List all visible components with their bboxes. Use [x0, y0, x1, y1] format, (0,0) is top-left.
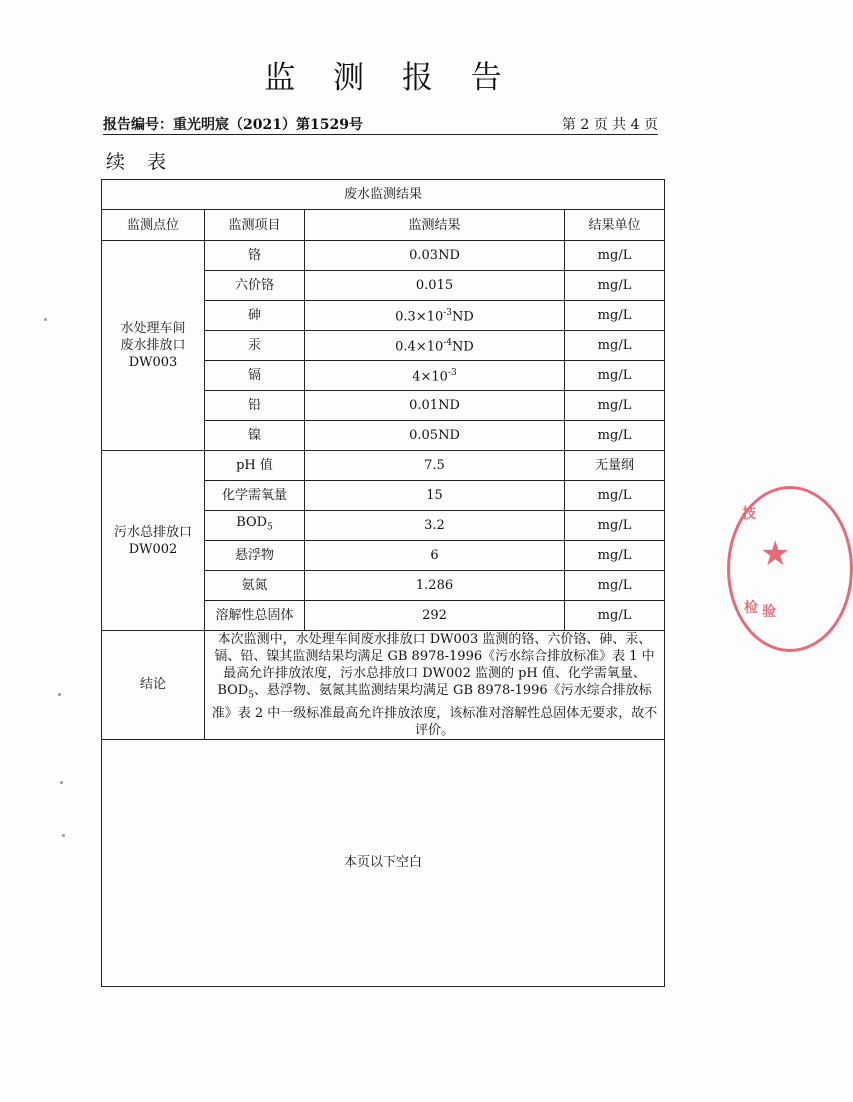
unit-cell: mg/L: [565, 601, 665, 631]
item-cell: 镍: [205, 421, 305, 451]
blank-row: [102, 739, 665, 986]
report-number: 报告编号：重光明宸（2021）第1529号: [103, 117, 363, 133]
item-cell: 六价铬: [205, 271, 305, 301]
inspection-seal: [727, 486, 853, 652]
item-cell: 氨氮: [205, 571, 305, 601]
item-cell: [205, 511, 305, 541]
result-suffix: ND: [452, 309, 474, 325]
location-line: 污水总排放口: [113, 524, 192, 540]
continued-table-label: 续 表: [106, 151, 175, 173]
result-cell: 3.2: [305, 511, 565, 541]
result-cell: [305, 331, 565, 361]
seal-char: 技: [742, 506, 756, 522]
seal-star-icon: ★: [760, 534, 791, 574]
conclusion-part1: 本次监测中，水处理车间废水排放口 DW003 监测的铬、六价铬、砷、汞、镉、铅、镍其监测结果均满足 GB 8978-1996《污水综合排放标准》表 1 中最高允许排放浓度，污水总排放口 DW002 监测的 pH 值、化学需氧量、BOD: [214, 632, 655, 698]
location-cell-dw003: [102, 241, 205, 451]
location-line: DW003: [128, 355, 178, 370]
location-cell-dw002: [102, 451, 205, 631]
unit-cell: mg/L: [565, 511, 665, 541]
scan-speck: [58, 693, 61, 696]
result-base: 4×10: [412, 369, 448, 385]
item-cell: 化学需氧量: [205, 481, 305, 511]
result-cell: 15: [305, 481, 565, 511]
conclusion-part2: 、悬浮物、氨氮其监测结果均满足 GB 8978-1996《污水综合排放标准》表 2 中一级标准最高允许排放浓度，该标准对溶解性总固体无要求，故不评价。: [211, 683, 658, 738]
conclusion-subscript: 5: [248, 690, 254, 701]
result-base: 0.4×10: [395, 339, 444, 355]
item-subscript: 5: [267, 522, 273, 533]
table-row: [102, 241, 665, 271]
column-header-result: 监测结果: [305, 210, 565, 241]
item-cell: 铬: [205, 241, 305, 271]
scan-speck: [44, 318, 47, 321]
item-cell: 砷: [205, 301, 305, 331]
unit-cell: mg/L: [565, 571, 665, 601]
wastewater-results-table: [101, 179, 665, 987]
page-title: 监 测 报 告: [264, 60, 516, 96]
result-cell: [305, 301, 565, 331]
item-cell: pH 值: [205, 451, 305, 481]
scan-speck: [60, 781, 63, 784]
column-header-item: 监测项目: [205, 210, 305, 241]
seal-char: 检: [744, 600, 758, 616]
conclusion-label: 结论: [102, 631, 205, 740]
unit-cell: mg/L: [565, 391, 665, 421]
unit-cell: mg/L: [565, 361, 665, 391]
conclusion-text: [205, 631, 665, 740]
unit-cell: mg/L: [565, 331, 665, 361]
result-exponent: -3: [443, 308, 453, 319]
unit-cell: 无量纲: [565, 451, 665, 481]
result-cell: 7.5: [305, 451, 565, 481]
page-indicator: 第 2 页 共 4 页: [561, 117, 658, 133]
item-base: BOD: [236, 515, 268, 531]
result-cell: 292: [305, 601, 565, 631]
column-header-unit: 结果单位: [565, 210, 665, 241]
item-cell: 镉: [205, 361, 305, 391]
seal-char: 验: [762, 604, 776, 620]
unit-cell: mg/L: [565, 481, 665, 511]
item-cell: 铅: [205, 391, 305, 421]
location-line: 废水排放口: [120, 338, 186, 353]
result-cell: 0.015: [305, 271, 565, 301]
result-base: 0.3×10: [395, 309, 444, 325]
result-cell: 0.01ND: [305, 391, 565, 421]
location-line: DW002: [128, 541, 178, 557]
location-line: 水处理车间: [120, 321, 186, 336]
item-cell: 汞: [205, 331, 305, 361]
result-cell: 1.286: [305, 571, 565, 601]
result-cell: 0.05ND: [305, 421, 565, 451]
result-cell: 6: [305, 541, 565, 571]
table-title: 废水监测结果: [102, 180, 665, 210]
scan-speck: [62, 834, 65, 837]
unit-cell: mg/L: [565, 271, 665, 301]
unit-cell: mg/L: [565, 421, 665, 451]
result-cell: 0.03ND: [305, 241, 565, 271]
blank-note: 本页以下空白: [102, 739, 665, 986]
result-exponent: -4: [443, 338, 453, 349]
table-row: [102, 451, 665, 481]
item-cell: 悬浮物: [205, 541, 305, 571]
unit-cell: mg/L: [565, 541, 665, 571]
conclusion-row: [102, 631, 665, 740]
column-header-location: 监测点位: [102, 210, 205, 241]
result-suffix: ND: [452, 339, 474, 355]
item-cell: 溶解性总固体: [205, 601, 305, 631]
report-header: [103, 112, 658, 135]
result-exponent: -3: [447, 368, 457, 379]
unit-cell: mg/L: [565, 301, 665, 331]
unit-cell: mg/L: [565, 241, 665, 271]
result-cell: [305, 361, 565, 391]
